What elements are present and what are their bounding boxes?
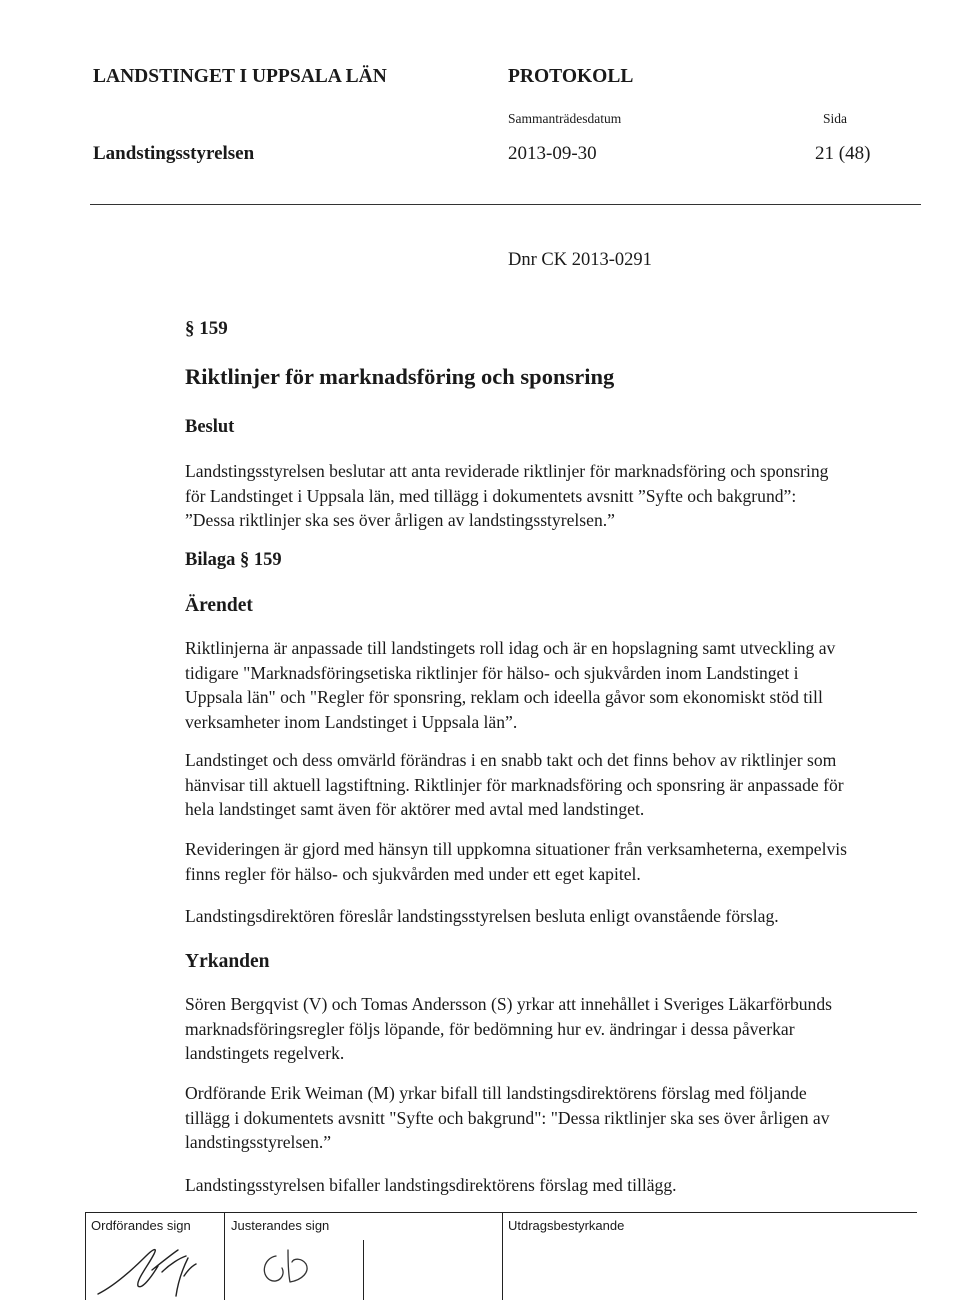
arendet-paragraph-1	[185, 636, 925, 734]
text-line: Riktlinjerna är anpassade till landstingets roll idag och är en hopslagning samt utveckling av	[185, 638, 836, 658]
yrkanden-heading: Yrkanden	[185, 951, 270, 972]
arendet-paragraph-3	[185, 837, 925, 886]
text-line: landstingsstyrelsen.”	[185, 1132, 332, 1152]
text-line: finns regler för hälso- och sjukvården med under ett eget kapitel.	[185, 863, 641, 884]
arendet-heading: Ärendet	[185, 595, 253, 616]
yrkanden-paragraph-2	[185, 1081, 925, 1155]
text-line: verksamheter inom Landstinget i Uppsala län”.	[185, 711, 518, 732]
chair-signature	[92, 1236, 220, 1300]
text-line: Landstingsstyrelsen beslutar att anta reviderade riktlinjer för marknadsföring och sponsring	[185, 461, 829, 481]
text-line: för Landstinget i Uppsala län, med tillägg i dokumentets avsnitt ”Syfte och bakgrund”:	[185, 485, 797, 506]
meeting-date-label: Sammanträdesdatum	[508, 111, 622, 126]
text-line: hela landstinget samt även för aktörer med avtal med landstinget.	[185, 799, 645, 819]
chair-sign-label: Ordförandes sign	[91, 1218, 191, 1233]
arendet-paragraph-2	[185, 748, 925, 822]
text-line: tillägg i dokumentets avsnitt "Syfte och bakgrund": "Dessa riktlinjer ska ses över årligen av	[185, 1107, 830, 1128]
adjuster-signature	[254, 1244, 324, 1288]
footer-box-border	[224, 1212, 225, 1300]
registration-number: Dnr CK 2013-0291	[508, 250, 652, 270]
meeting-date: 2013-09-30	[508, 143, 597, 164]
text-line: Revideringen är gjord med hänsyn till uppkomna situationer från verksamheterna, exempelvis	[185, 839, 848, 859]
page-label: Sida	[823, 111, 848, 126]
organization-name: LANDSTINGET I UPPSALA LÄN	[93, 66, 387, 87]
yrkanden-paragraph-1	[185, 992, 925, 1066]
header-divider	[90, 204, 921, 205]
text-line: Sören Bergqvist (V) och Tomas Andersson (S) yrkar att innehållet i Sveriges Läkarförbunds	[185, 994, 832, 1014]
page-number: 21 (48)	[815, 143, 871, 164]
footer-box-border	[85, 1212, 86, 1300]
yrkanden-paragraph-3	[185, 1173, 925, 1198]
adjuster-sign-label: Justerandes sign	[231, 1218, 330, 1233]
text-line: Uppsala län" och "Regler för sponsring, reklam och ideella gåvor som ekonomiskt stöd till	[185, 687, 823, 707]
text-line: tidigare "Marknadsföringsetiska riktlinjer för hälso- och sjukvården inom Landstinget i	[185, 662, 799, 683]
extract-certification-label: Utdragsbestyrkande	[508, 1218, 625, 1233]
arendet-paragraph-4	[185, 904, 925, 929]
text-line: landstingets regelverk.	[185, 1043, 345, 1063]
paragraph-number: § 159	[185, 318, 228, 339]
beslut-heading: Beslut	[185, 417, 235, 437]
text-line: Landstinget och dess omvärld förändras i en snabb takt och det finns behov av riktlinjer som	[185, 750, 837, 770]
text-line: Landstingsstyrelsen bifaller landstingsdirektörens förslag med tillägg.	[185, 1175, 677, 1195]
attachment-reference: Bilaga § 159	[185, 550, 282, 570]
text-line: hänvisar till aktuell lagstiftning. Riktlinjer för marknadsföring och sponsring är anpassade för	[185, 774, 844, 795]
footer-box-border	[363, 1240, 364, 1300]
text-line: Ordförande Erik Weiman (M) yrkar bifall till landstingsdirektörens förslag med följande	[185, 1083, 807, 1103]
text-line: Landstingsdirektören föreslår landstingsstyrelsen besluta enligt ovanstående förslag.	[185, 906, 779, 926]
text-line: marknadsföringsregler följs löpande, för bedömning hur ev. ändringar i dessa påverkar	[185, 1018, 795, 1039]
page-title: Riktlinjer för marknadsföring och sponsring	[185, 364, 615, 389]
beslut-text	[185, 459, 925, 533]
footer-divider	[85, 1212, 917, 1213]
governing-body: Landstingsstyrelsen	[93, 143, 255, 164]
document-type: PROTOKOLL	[508, 66, 634, 87]
footer-box-border	[502, 1212, 503, 1300]
text-line: ”Dessa riktlinjer ska ses över årligen av landstingsstyrelsen.”	[185, 510, 615, 530]
